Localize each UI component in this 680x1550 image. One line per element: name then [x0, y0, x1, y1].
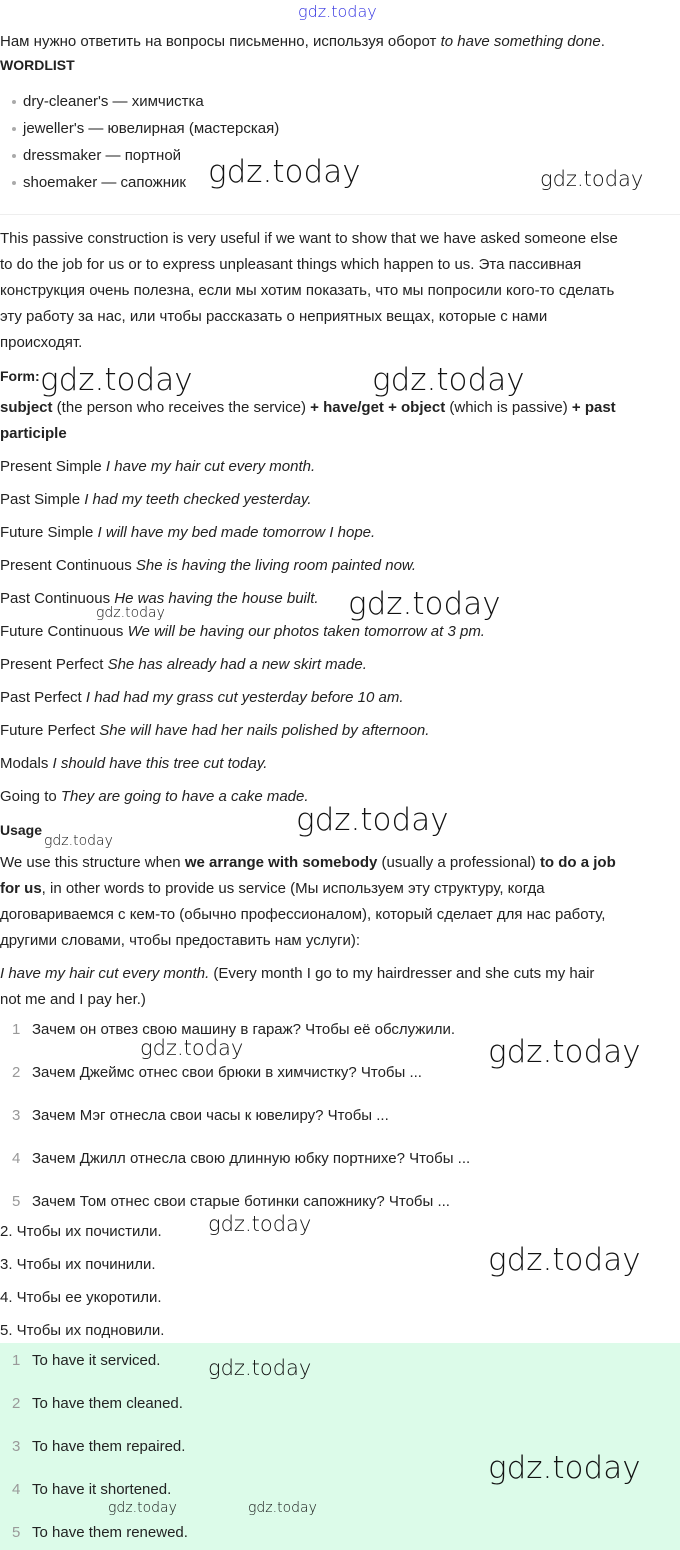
usage-line: договариваемся с кем-то (обычно профессионалом), который сделает для нас работу,	[0, 906, 606, 923]
watermark: gdz.today	[488, 1034, 641, 1070]
answer-text: To have it serviced.	[32, 1352, 161, 1369]
watermark: gdz.today	[348, 586, 501, 622]
usage-line: другими словами, чтобы предоставить нам услуги):	[0, 932, 360, 949]
ru-answer	[0, 1222, 162, 1242]
usage-bold: to do a job	[539, 854, 616, 871]
tense-label: Past Simple	[0, 491, 85, 508]
question-text: Зачем он отвез свою машину в гараж? Чтобы её обслужили.	[32, 1021, 456, 1038]
tense-example: I had had my grass cut yesterday before 10 am.	[85, 689, 404, 706]
form-past: + past	[571, 399, 616, 416]
usage-text: (usually a professional)	[377, 854, 540, 871]
tense-row	[0, 754, 267, 774]
tense-row	[0, 688, 404, 708]
wordlist-text: shoemaker — сапожник	[23, 174, 186, 191]
watermark: gdz.today	[488, 1450, 641, 1486]
explanation-line: to do the job for us or to express unpleasant things which happen to us. Эта пассивная	[0, 256, 582, 273]
answer-item	[0, 1437, 185, 1457]
wordlist-item	[12, 119, 279, 139]
usage-text: We use this structure when	[0, 854, 185, 871]
answer-number: 4	[12, 1481, 21, 1498]
form-text: (the person who receives the service)	[52, 399, 311, 416]
ru-answer-text: 3. Чтобы их починили.	[0, 1256, 156, 1273]
usage-line	[0, 853, 616, 873]
watermark: gdz.today	[40, 362, 193, 398]
tense-example: I will have my bed made tomorrow I hope.	[97, 524, 376, 541]
wordlist-item	[12, 146, 181, 166]
tense-example: He was having the house built.	[114, 590, 319, 607]
tense-example: I should have this tree cut today.	[52, 755, 268, 772]
question-number: 5	[12, 1193, 21, 1210]
usage-example	[0, 964, 594, 984]
watermark: gdz.today	[488, 1242, 641, 1278]
tense-label: Future Simple	[0, 524, 98, 541]
tense-label: Future Continuous	[0, 623, 128, 640]
watermark: gdz.today	[208, 154, 361, 190]
answer-text: To have it shortened.	[32, 1481, 172, 1498]
ru-answer	[0, 1255, 156, 1275]
usage-bold: for us	[0, 880, 42, 897]
question-number: 4	[12, 1150, 21, 1167]
explanation-line: происходят.	[0, 334, 83, 351]
tense-label: Present Simple	[0, 458, 106, 475]
form-text: (which is passive)	[445, 399, 572, 416]
wordlist-item	[12, 173, 186, 193]
wordlist-text: dressmaker — портной	[23, 147, 182, 164]
tense-example: They are going to have a cake made.	[60, 788, 309, 805]
ru-answer-text: 4. Чтобы ее укоротили.	[0, 1289, 162, 1306]
watermark: gdz.today	[248, 1500, 317, 1516]
tense-label: Present Perfect	[0, 656, 108, 673]
watermark: gdz.today	[540, 167, 644, 191]
tense-label: Past Continuous	[0, 590, 115, 607]
tense-row	[0, 523, 375, 543]
ru-answer-text: 2. Чтобы их почистили.	[0, 1223, 162, 1240]
tense-label: Future Perfect	[0, 722, 100, 739]
tense-example: She is having the living room painted now.	[135, 557, 417, 574]
answer-number: 3	[12, 1438, 21, 1455]
bullet-icon	[12, 154, 16, 158]
tense-example: I have my hair cut every month.	[105, 458, 316, 475]
watermark: gdz.today	[108, 1500, 177, 1516]
question-number: 2	[12, 1064, 21, 1081]
answer-item	[0, 1351, 160, 1371]
divider	[0, 214, 680, 215]
tense-row	[0, 721, 429, 741]
form-line	[0, 424, 67, 444]
question-item	[0, 1063, 422, 1083]
tense-example: I had my teeth checked yesterday.	[84, 491, 312, 508]
question-text: Зачем Мэг отнесла свои часы к ювелиру? Чтобы ...	[32, 1107, 389, 1124]
intro-end: .	[600, 33, 605, 50]
question-text: Зачем Джеймс отнес свои брюки в химчистку? Чтобы ...	[32, 1064, 422, 1081]
answer-text: To have them cleaned.	[32, 1395, 183, 1412]
form-have: + have/get + object	[310, 399, 446, 416]
watermark: gdz.today	[208, 1212, 312, 1236]
ru-answer	[0, 1321, 164, 1341]
question-number: 3	[12, 1107, 21, 1124]
tense-example: We will be having our photos taken tomorrow at 3 pm.	[127, 623, 485, 640]
tense-label: Past Perfect	[0, 689, 86, 706]
tense-row	[0, 457, 315, 477]
question-number: 1	[12, 1021, 21, 1038]
usage-example-italic: I have my hair cut every month.	[0, 965, 210, 982]
question-item	[0, 1106, 389, 1126]
question-text: Зачем Джилл отнесла свою длинную юбку портнихе? Чтобы ...	[32, 1150, 471, 1167]
intro-plain: Нам нужно ответить на вопросы письменно, используя оборот	[0, 33, 441, 50]
explanation-line: конструкция очень полезна, если мы хотим показать, что мы попросили кого-то сделать	[0, 282, 615, 299]
answer-text: To have them renewed.	[32, 1524, 188, 1541]
usage-example: not me and I pay her.)	[0, 991, 146, 1008]
wordlist-title: WORDLIST	[0, 57, 75, 73]
question-text: Зачем Том отнес свои старые ботинки сапожнику? Чтобы ...	[32, 1193, 450, 1210]
usage-line	[0, 879, 545, 899]
wordlist-text: jeweller's — ювелирная (мастерская)	[23, 120, 280, 137]
usage-title: Usage	[0, 822, 43, 838]
answer-text: To have them repaired.	[32, 1438, 186, 1455]
bullet-icon	[12, 100, 16, 104]
form-subject: subject	[0, 399, 53, 416]
ru-answer	[0, 1288, 162, 1308]
tense-row	[0, 787, 309, 807]
bullet-icon	[12, 181, 16, 185]
question-item	[0, 1192, 450, 1212]
watermark: gdz.today	[208, 1356, 312, 1380]
intro-italic: to have something done	[440, 33, 601, 50]
bullet-icon	[12, 127, 16, 131]
answer-number: 2	[12, 1395, 21, 1412]
form-participle: participle	[0, 425, 67, 442]
watermark: gdz.today	[296, 802, 449, 838]
answer-number: 1	[12, 1352, 21, 1369]
wordlist-text: dry-cleaner's — химчистка	[23, 93, 204, 110]
intro-text	[0, 32, 605, 52]
watermark: gdz.today	[298, 2, 377, 21]
answer-item	[0, 1394, 183, 1414]
watermark: gdz.today	[372, 362, 525, 398]
wordlist-item	[12, 92, 204, 112]
watermark: gdz.today	[96, 605, 165, 621]
tense-label: Going to	[0, 788, 61, 805]
usage-text: , in other words to provide us service (Мы используем эту структуру, когда	[41, 880, 545, 897]
usage-example-text: (Every month I go to my hairdresser and she cuts my hair	[209, 965, 595, 982]
usage-bold: we arrange with somebody	[184, 854, 378, 871]
explanation-line: эту работу за нас, или чтобы рассказать о неприятных вещах, которые с нами	[0, 308, 548, 325]
tense-row	[0, 655, 367, 675]
tense-example: She will have had her nails polished by afternoon.	[99, 722, 430, 739]
watermark: gdz.today	[140, 1036, 244, 1060]
tense-row	[0, 490, 312, 510]
answer-item	[0, 1523, 188, 1543]
form-label: Form:	[0, 368, 40, 384]
form-line	[0, 398, 616, 418]
watermark: gdz.today	[44, 833, 113, 849]
answer-item	[0, 1480, 171, 1500]
explanation-line: This passive construction is very useful if we want to show that we have asked someone else	[0, 230, 618, 247]
tense-example: She has already had a new skirt made.	[107, 656, 367, 673]
tense-label: Modals	[0, 755, 53, 772]
answer-number: 5	[12, 1524, 21, 1541]
question-item	[0, 1149, 470, 1169]
tense-label: Present Continuous	[0, 557, 136, 574]
tense-row	[0, 622, 485, 642]
tense-row	[0, 556, 416, 576]
ru-answer-text: 5. Чтобы их подновили.	[0, 1322, 165, 1339]
